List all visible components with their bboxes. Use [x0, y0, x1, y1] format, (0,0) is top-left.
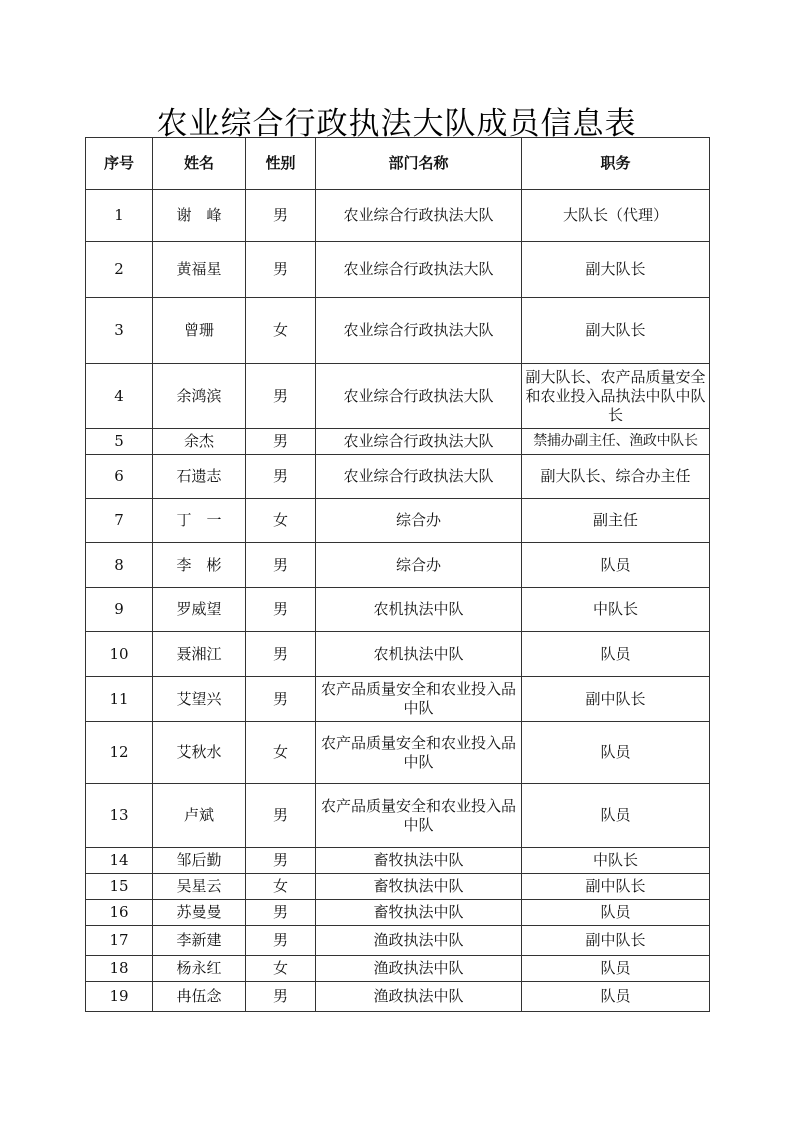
cell-no: 6 — [86, 455, 153, 499]
cell-name: 曾珊 — [153, 298, 246, 364]
cell-gender: 女 — [246, 298, 316, 364]
table-row — [86, 982, 710, 1012]
cell-gender: 男 — [246, 926, 316, 956]
cell-dept: 畜牧执法中队 — [316, 900, 522, 926]
table-row — [86, 364, 710, 429]
cell-dept: 畜牧执法中队 — [316, 848, 522, 874]
cell-no: 10 — [86, 632, 153, 677]
cell-position: 副大队长、综合办主任 — [522, 455, 710, 499]
page-title: 农业综合行政执法大队成员信息表 — [156, 106, 637, 142]
cell-name: 李 彬 — [153, 543, 246, 588]
cell-gender: 男 — [246, 677, 316, 722]
cell-position: 副中队长 — [522, 926, 710, 956]
cell-name: 罗威望 — [153, 588, 246, 632]
cell-gender: 男 — [246, 364, 316, 429]
cell-gender: 男 — [246, 632, 316, 677]
cell-no: 14 — [86, 848, 153, 874]
cell-name: 谢 峰 — [153, 190, 246, 242]
cell-gender: 男 — [246, 900, 316, 926]
cell-name: 邹后勤 — [153, 848, 246, 874]
cell-position: 队员 — [522, 722, 710, 784]
table-row — [86, 588, 710, 632]
header-no: 序号 — [86, 138, 153, 190]
cell-gender: 女 — [246, 499, 316, 543]
cell-name: 黄福星 — [153, 242, 246, 298]
table-row — [86, 926, 710, 956]
cell-position: 大队长（代理） — [522, 190, 710, 242]
cell-gender: 女 — [246, 722, 316, 784]
cell-name: 冉伍念 — [153, 982, 246, 1012]
cell-no: 16 — [86, 900, 153, 926]
cell-no: 18 — [86, 956, 153, 982]
header-row — [86, 138, 710, 190]
cell-name: 艾望兴 — [153, 677, 246, 722]
cell-no: 2 — [86, 242, 153, 298]
cell-gender: 男 — [246, 543, 316, 588]
member-table — [85, 137, 710, 1012]
cell-no: 19 — [86, 982, 153, 1012]
cell-dept: 综合办 — [316, 543, 522, 588]
cell-name: 艾秋水 — [153, 722, 246, 784]
cell-name: 余鸿滨 — [153, 364, 246, 429]
cell-dept: 农业综合行政执法大队 — [316, 429, 522, 455]
table-row — [86, 543, 710, 588]
cell-name: 余杰 — [153, 429, 246, 455]
cell-name: 卢斌 — [153, 784, 246, 848]
cell-position: 队员 — [522, 543, 710, 588]
table-row — [86, 190, 710, 242]
cell-gender: 男 — [246, 588, 316, 632]
cell-no: 15 — [86, 874, 153, 900]
cell-dept: 农产品质量安全和农业投入品中队 — [316, 722, 522, 784]
table-row — [86, 632, 710, 677]
table-row — [86, 298, 710, 364]
cell-dept: 综合办 — [316, 499, 522, 543]
cell-position: 副大队长 — [522, 242, 710, 298]
cell-position: 副主任 — [522, 499, 710, 543]
cell-position: 队员 — [522, 784, 710, 848]
cell-position: 副大队长 — [522, 298, 710, 364]
cell-no: 13 — [86, 784, 153, 848]
cell-dept: 农业综合行政执法大队 — [316, 242, 522, 298]
cell-name: 苏曼曼 — [153, 900, 246, 926]
cell-name: 李新建 — [153, 926, 246, 956]
cell-gender: 男 — [246, 848, 316, 874]
cell-no: 1 — [86, 190, 153, 242]
cell-no: 4 — [86, 364, 153, 429]
table-row — [86, 499, 710, 543]
cell-gender: 男 — [246, 242, 316, 298]
table-row — [86, 874, 710, 900]
cell-gender: 男 — [246, 455, 316, 499]
table-row — [86, 784, 710, 848]
table-row — [86, 677, 710, 722]
cell-position: 副中队长 — [522, 874, 710, 900]
cell-no: 11 — [86, 677, 153, 722]
cell-dept: 农机执法中队 — [316, 632, 522, 677]
cell-dept: 渔政执法中队 — [316, 926, 522, 956]
cell-no: 17 — [86, 926, 153, 956]
cell-dept: 农机执法中队 — [316, 588, 522, 632]
cell-dept: 农产品质量安全和农业投入品中队 — [316, 784, 522, 848]
cell-dept: 农业综合行政执法大队 — [316, 190, 522, 242]
cell-position: 副大队长、农产品质量安全和农业投入品执法中队中队长 — [522, 364, 710, 429]
cell-name: 石遗志 — [153, 455, 246, 499]
table-row — [86, 848, 710, 874]
header-dept: 部门名称 — [316, 138, 522, 190]
table-row — [86, 956, 710, 982]
cell-dept: 农产品质量安全和农业投入品中队 — [316, 677, 522, 722]
cell-gender: 女 — [246, 956, 316, 982]
cell-name: 丁 一 — [153, 499, 246, 543]
cell-name: 杨永红 — [153, 956, 246, 982]
cell-position: 队员 — [522, 632, 710, 677]
cell-dept: 渔政执法中队 — [316, 956, 522, 982]
cell-dept: 农业综合行政执法大队 — [316, 455, 522, 499]
cell-position: 队员 — [522, 982, 710, 1012]
cell-position: 中队长 — [522, 588, 710, 632]
cell-dept: 农业综合行政执法大队 — [316, 298, 522, 364]
table-row — [86, 722, 710, 784]
cell-name: 吴星云 — [153, 874, 246, 900]
cell-no: 7 — [86, 499, 153, 543]
cell-position: 禁捕办副主任、渔政中队长 — [522, 429, 710, 455]
table-row — [86, 455, 710, 499]
header-position: 职务 — [522, 138, 710, 190]
table-row — [86, 429, 710, 455]
cell-no: 3 — [86, 298, 153, 364]
cell-position: 中队长 — [522, 848, 710, 874]
cell-position: 队员 — [522, 900, 710, 926]
cell-gender: 男 — [246, 982, 316, 1012]
cell-gender: 男 — [246, 429, 316, 455]
cell-position: 副中队长 — [522, 677, 710, 722]
table-row — [86, 242, 710, 298]
cell-no: 12 — [86, 722, 153, 784]
header-gender: 性别 — [246, 138, 316, 190]
cell-gender: 男 — [246, 784, 316, 848]
cell-dept: 渔政执法中队 — [316, 982, 522, 1012]
cell-no: 5 — [86, 429, 153, 455]
cell-no: 8 — [86, 543, 153, 588]
cell-dept: 农业综合行政执法大队 — [316, 364, 522, 429]
cell-no: 9 — [86, 588, 153, 632]
cell-position: 队员 — [522, 956, 710, 982]
cell-gender: 女 — [246, 874, 316, 900]
header-name: 姓名 — [153, 138, 246, 190]
cell-dept: 畜牧执法中队 — [316, 874, 522, 900]
cell-name: 聂湘江 — [153, 632, 246, 677]
cell-gender: 男 — [246, 190, 316, 242]
table-row — [86, 900, 710, 926]
